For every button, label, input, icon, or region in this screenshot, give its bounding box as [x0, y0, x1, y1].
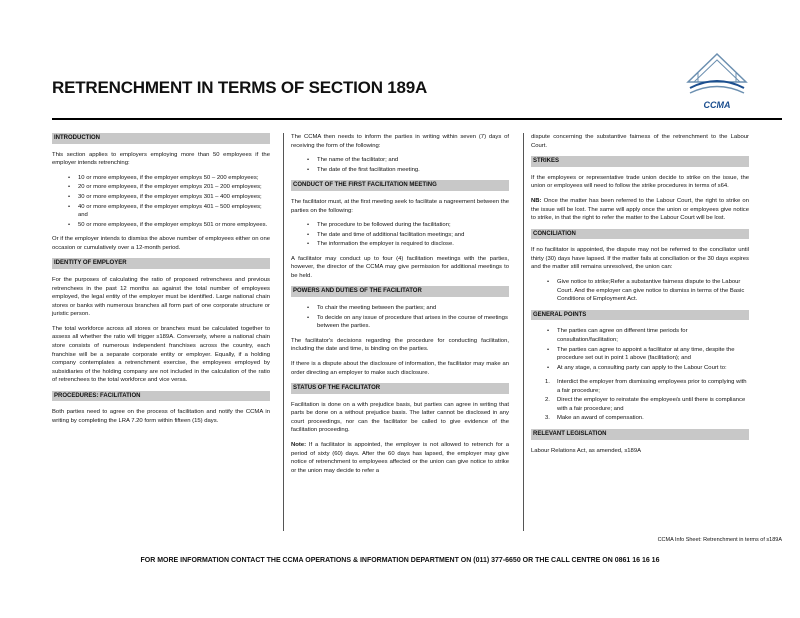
page-title: RETRENCHMENT IN TERMS OF SECTION 189A [52, 78, 428, 97]
bullet-list [531, 278, 749, 304]
list-item [531, 396, 749, 413]
note-label: Note: [291, 442, 307, 448]
paragraph: If no facilitator is appointed, the dispute may not be referred to the conciliator until thirty (30) days have lapsed. If the matter fails at conciliation or the 30 days expires and the matter still remains unresolved, the union can: [531, 247, 749, 271]
section-heading-powers: POWERS AND DUTIES OF THE FACILITATOR [291, 286, 509, 297]
list-number: 1. [545, 379, 550, 386]
note-text: If a facilitator is appointed, the employer is not allowed to retrench for a period of sixty (60) days. After the 60 days has lapsed, the employer may give notice of retrenchment to employees affected or the union can give notice to strike or the union may decide to refer a [291, 442, 509, 474]
bullet-list [291, 304, 509, 331]
nb-text: Once the matter has been referred to the Labour Court, the right to strike on the issue will be lost. The same will apply once the union or employees give notice to strike, in that the right to refer the matter to the Labour Court will be lost. [531, 197, 749, 222]
paragraph: dispute concerning the substantive fairness of the retrenchment to the Labour Court. [531, 134, 749, 149]
info-sheet-label: CCMA Info Sheet: Retrenchment in terms of s189A [657, 537, 782, 543]
paragraph: If the employees or representative trade union decide to strike on the issue, the union or employees will need to follow the strike procedures in terms of s64. [531, 174, 749, 190]
paragraph: Facilitation is done on a with prejudice basis, but parties can agree in writing that parts be done on a without prejudice basis. The latter cannot be disclosed in any court proceedings, nor can the facilitator be called to give evidence of the facilitation proceeding. [291, 401, 509, 434]
column-3 [531, 133, 749, 461]
paragraph: The facilitator's decisions regarding the procedure for conducting facilitation, including the date and time, is binding on the parties. [291, 337, 509, 353]
list-item: • The parties can agree to appoint a facilitator at any time, despite the procedure set out in point 1 above (facilitation); and [531, 346, 749, 363]
bullet-list [52, 174, 270, 229]
column-2 [291, 133, 509, 481]
note-paragraph [291, 441, 509, 475]
nb-paragraph [531, 197, 749, 223]
nb-label: NB: [531, 197, 542, 204]
list-item: • The date and time of additional facilitation meetings; and [291, 231, 509, 240]
paragraph: The facilitator must, at the first meeting seek to facilitate a nagreement between the parties on the following: [291, 198, 509, 214]
list-text: Direct the employer to reinstate the employee/s until there is compliance with a fair procedure; and [557, 397, 746, 412]
list-number: 3. [545, 415, 550, 422]
paragraph: Or if the employer intends to dismiss the above number of employees either on one occasion or cumulatively over a 12-month period. [52, 236, 270, 251]
list-item: • Give notice to strike;Refer a substantive fairness dispute to the Labour Court. And the employer can give notice to dismiss in terms of the Basic Conditions of Employment Act. [531, 278, 749, 304]
list-item: • 50 or more employees, if the employer employs 501 or more employees. [52, 221, 270, 230]
paragraph: Labour Relations Act, as amended, s189A [531, 447, 642, 454]
section-heading-status: STATUS OF THE FACILITATOR [291, 383, 509, 394]
list-item: • The parties can agree on different time periods for consultation/facilitation; [531, 327, 749, 344]
paragraph: For the purposes of calculating the ratio of proposed retrenchees and previous retrenchees in the past 12 months as against the total number of employees employed, the legal entity of the employer must be identified. Large national chain stores or banks with numerous branches all form part of one corporate structure or juristic person. [52, 277, 270, 318]
numbered-list [531, 378, 749, 423]
list-item: • 30 or more employees, if the employer employs 301 – 400 employees; [52, 193, 270, 202]
list-item: • The information the employer is required to disclose. [291, 240, 509, 249]
paragraph: If there is a dispute about the disclosure of information, the facilitator may make an order directing an employer to make such disclosure. [291, 360, 509, 376]
list-text: Make an award of compensation. [557, 415, 644, 422]
paragraph: Both parties need to agree on the process of facilitation and notify the CCMA in writing by completing the LRA 7.20 form within fifteen (15) days. [52, 409, 270, 424]
section-heading-general: GENERAL POINTS [531, 310, 749, 321]
section-heading-procedures: PROCEDURES: FACILITATION [52, 391, 270, 402]
list-number: 2. [545, 397, 550, 404]
section-heading-conduct: CONDUCT OF THE FIRST FACILITATION MEETING [291, 180, 509, 191]
section-heading-strikes: STRIKES [531, 156, 749, 167]
list-item: • To chair the meeting between the parties; and [291, 304, 509, 313]
bullet-list [531, 327, 749, 372]
column-1 [52, 133, 270, 432]
paragraph: The total workforce across all stores or branches must be calculated together to assess all whether the ratio will trigger s189A. Conversely, where a national chain store consists of numerous independent franchises across the country, each franchise will be a separate corporate entity or employer. Equally, if a holding company contemplates a retrenchment exercise, the employees employed by subsidiaries of the holding company are not included in the calculation of the ratio of retrenchees to the total workforce and vice versa. [52, 325, 270, 384]
title-divider [52, 118, 782, 120]
ccma-logo [684, 52, 750, 114]
list-item [531, 378, 749, 395]
ccma-logo-icon [684, 52, 750, 100]
bullet-list [291, 221, 509, 249]
paragraph: The CCMA then needs to inform the parties in writing within seven (7) days of receiving the form of the following: [291, 134, 509, 149]
column-divider [523, 133, 524, 531]
list-item [531, 414, 749, 423]
list-item: • The date of the first facilitation meeting. [291, 166, 509, 175]
section-heading-identity: IDENTITY OF EMPLOYER [52, 258, 270, 269]
logo-wordmark: CCMA [703, 100, 731, 110]
paragraph: A facilitator may conduct up to four (4) facilitation meetings with the parties, however, the director of the CCMA may give permission for additional meetings to be held. [291, 255, 509, 279]
list-item: • 20 or more employees, if the employer employs 201 – 200 employees; [52, 183, 270, 192]
footer-contact: FOR MORE INFORMATION CONTACT THE CCMA OPERATIONS & INFORMATION DEPARTMENT ON (011) 377-6650 OR THE CALL CENTRE ON 0861 16 16 16 [140, 557, 660, 564]
list-item: • To decide on any issue of procedure that arises in the course of meetings between the parties. [291, 314, 509, 331]
list-text: Interdict the employer from dismissing employees prior to complying with a fair procedure; [557, 379, 747, 394]
list-item: • At any stage, a consulting party can apply to the Labour Court to: [531, 364, 749, 373]
paragraph: This section applies to employers employing more than 50 employees if the employer intends retrenching: [52, 151, 270, 167]
list-item: • 10 or more employees, if the employer employs 50 – 200 employees; [52, 174, 270, 183]
list-item: • 40 or more employees, if the employer employs 401 – 500 employees; and [52, 203, 270, 220]
list-item: • The procedure to be followed during the facilitation; [291, 221, 509, 230]
list-item: • The name of the facilitator; and [291, 156, 509, 165]
section-heading-conciliation: CONCILIATION [531, 229, 749, 240]
section-heading-legislation: RELEVANT LEGISLATION [531, 429, 749, 440]
bullet-list [291, 156, 509, 174]
section-heading-introduction: INTRODUCTION [52, 133, 270, 144]
column-divider [283, 133, 284, 531]
